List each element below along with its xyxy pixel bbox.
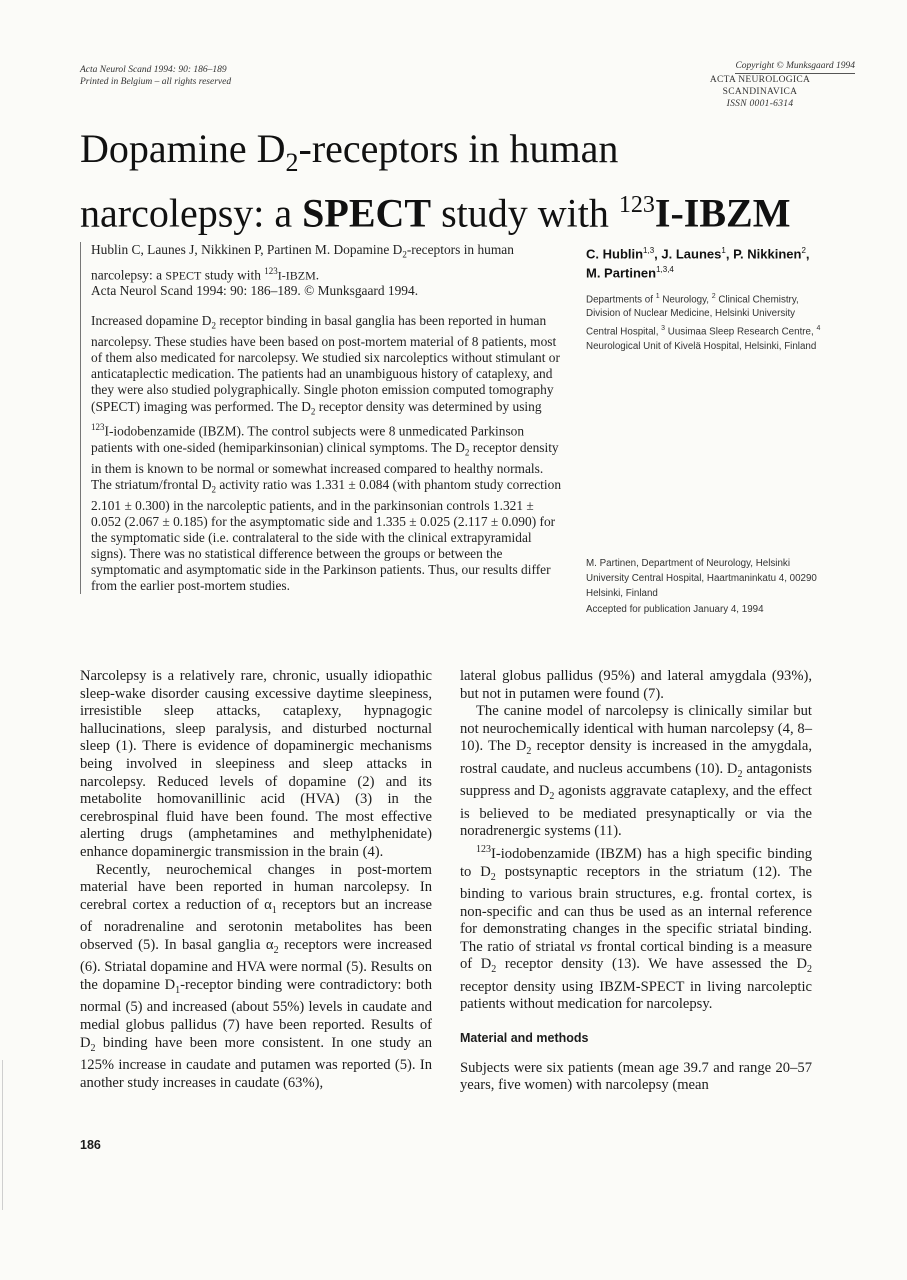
correspondence-address: M. Partinen, Department of Neurology, Helsinki University Central Hospital, Haartmaninkatu 4, 00290 Helsinki, Finland bbox=[586, 558, 817, 599]
article-title: Dopamine $D_2$-receptors in human narcolepsy: a SPECT study with $^{123}$I-IBZM bbox=[80, 126, 791, 236]
abstract-block bbox=[80, 242, 561, 594]
accepted-date: Accepted for publication January 4, 1994 bbox=[586, 604, 764, 615]
body-column-right bbox=[460, 668, 812, 1095]
section-heading: Material and methods bbox=[460, 1031, 589, 1046]
body-column-left bbox=[80, 668, 432, 1092]
copyright-line: Copyright © Munksgaard 1994 bbox=[735, 60, 855, 74]
issn-line: ISSN 0001-6314 bbox=[726, 99, 794, 109]
body-paragraph: The canine model of narcolepsy is clinically similar but not neurochemically identical with human narcolepsy (4, 8–10). The $D_2$ receptor density is increased in the amygdala, rostral caudate, and nucleus accumbens (10). $D_2$ antagonists suppress and $D_2$ agonists aggravate cataplexy, and the effect is believed to be mediated presynaptically or via the noradrenergic systems (11). bbox=[460, 703, 812, 840]
page-number: 186 bbox=[80, 1138, 101, 1152]
correspondence-block bbox=[586, 556, 826, 617]
author-names: C. Hublin$^{1,3}$, J. Launes$^1$, P. Nikkinen$^2$, M. Partinen$^{1,3,4}$ bbox=[586, 246, 810, 281]
abstract-text: Increased dopamine $D_2$ receptor binding in basal ganglia has been reported in human narcolepsy. These studies have been based on post-mortem material of 8 patients, most of them also medicated for narcolepsy. We studied six narcoleptics without stimulant or anticataplectic medication. The patients had an unambiguous history of cataplexy, and they were also studied polygraphically. Single photon emission computed tomography (SPECT) imaging was performed. The $D_2$ receptor density was determined by using $^{123}$I-iodobenzamide (IBZM). The control subjects were 8 unmedicated Parkinson patients with one-sided (hemiparkinsonian) clinical symptoms. The $D_2$ receptor density in them is known to be normal or somewhat increased compared to healthy normals. The striatum/frontal $D_2$ activity ratio was 1.331 ± 0.084 (with phantom study correction 2.101 ± 0.300) in the narcoleptic patients, and in the parkinsonian controls 1.321 ± 0.052 (2.067 ± 0.185) for the asymptomatic side and 1.335 ± 0.025 (2.117 ± 0.090) for the symptomatic side (i.e. contralateral to the side with the clinical extrapyramidal signs). There was no statistical difference between the groups or between the symptomatic and asymptomatic side in the Parkinson patients. Thus, our results differ from the earlier post-mortem studies. bbox=[91, 313, 562, 593]
running-header-right bbox=[620, 60, 855, 110]
journal-name-line1: ACTA NEUROLOGICA bbox=[709, 75, 811, 85]
affiliations: Departments of $^1$ Neurology, $^2$ Clinical Chemistry, Division of Nuclear Medicine, Helsinki University Central Hospital, $^3$ Uusimaa Sleep Research Centre, $^4$ Neurological Unit of Kivelä Hospital, Helsinki, Finland bbox=[586, 292, 821, 352]
body-paragraph: lateral globus pallidus (95%) and lateral amygdala (93%), but not in putamen were found (7). bbox=[460, 668, 812, 702]
body-paragraph: $^{123}$I-iodobenzamide (IBZM) has a high specific binding to $D_2$ postsynaptic receptors in the striatum (12). The binding to various brain structures, e.g. frontal cortex, is non-specific and can thus be used as an internal reference for demonstrating changes in the specific striatal binding. The ratio of striatal vs frontal cortical binding is a measure of $D_2$ receptor density (13). We have assessed the $D_2$ receptor density using IBZM-SPECT in living narcoleptic patients without medication for narcolepsy. bbox=[460, 844, 813, 1013]
running-header-left bbox=[80, 64, 231, 88]
citation-line: Hublin C, Launes J, Nikkinen P, Partinen M. Dopamine $D_2$-receptors in human narcolepsy: a SPECT study with $^{123}$I-IBZM. Acta Neurol Scand 1994: 90: 186–189. © Munksgaard 1994. bbox=[91, 242, 514, 299]
body-paragraph: Subjects were six patients (mean age 39.7 and range 20–57 years, five women) with narcolepsy (mean bbox=[460, 1059, 812, 1094]
body-paragraph: Recently, neurochemical changes in post-mortem material have been reported in human narcolepsy. In cerebral cortex a reduction of $\alpha_1$ receptors but an increase of noradrenaline and serotonin metabolites has been observed (5). In basal ganglia $\alpha_2$ receptors were increased (6). Striatal dopamine and HVA were normal (5). Results on the dopamine $D_1$-receptor binding were contradictory: both normal (5) and increased (about 55%) levels in caudate and medial globus pallidus (7) have been reported. Results of $D_2$ binding have been more consistent. In one study an 125% increase in caudate and putamen was reported (5). In another study increases in caudate (63%), bbox=[80, 861, 433, 1091]
scan-edge-shadow bbox=[2, 1060, 3, 1210]
printed-line: Printed in Belgium – all rights reserved bbox=[80, 77, 232, 87]
body-paragraph: Narcolepsy is a relatively rare, chronic, usually idiopathic sleep-wake disorder causing excessive daytime sleepiness, irresistible sleep attacks, cataplexy, hypnagogic hallucinations, sleep paralysis, and disturbed nocturnal sleep (1). There is evidence of dopaminergic mechanisms being involved in sleepiness and sleep attacks in narcolepsy. Reduced levels of dopamine (2) and its metabolite homovanillinic acid (HVA) (3) in the cerebrospinal fluid have been found. The most effective alerting drugs (amphetamines and methylphenidate) enhance dopaminergic transmission in the brain (4). bbox=[80, 668, 432, 860]
author-block bbox=[586, 243, 826, 354]
journal-citation-line: Acta Neurol Scand 1994: 90: 186–189 bbox=[80, 65, 227, 75]
journal-name-line2: SCANDINAVICA bbox=[722, 87, 798, 97]
